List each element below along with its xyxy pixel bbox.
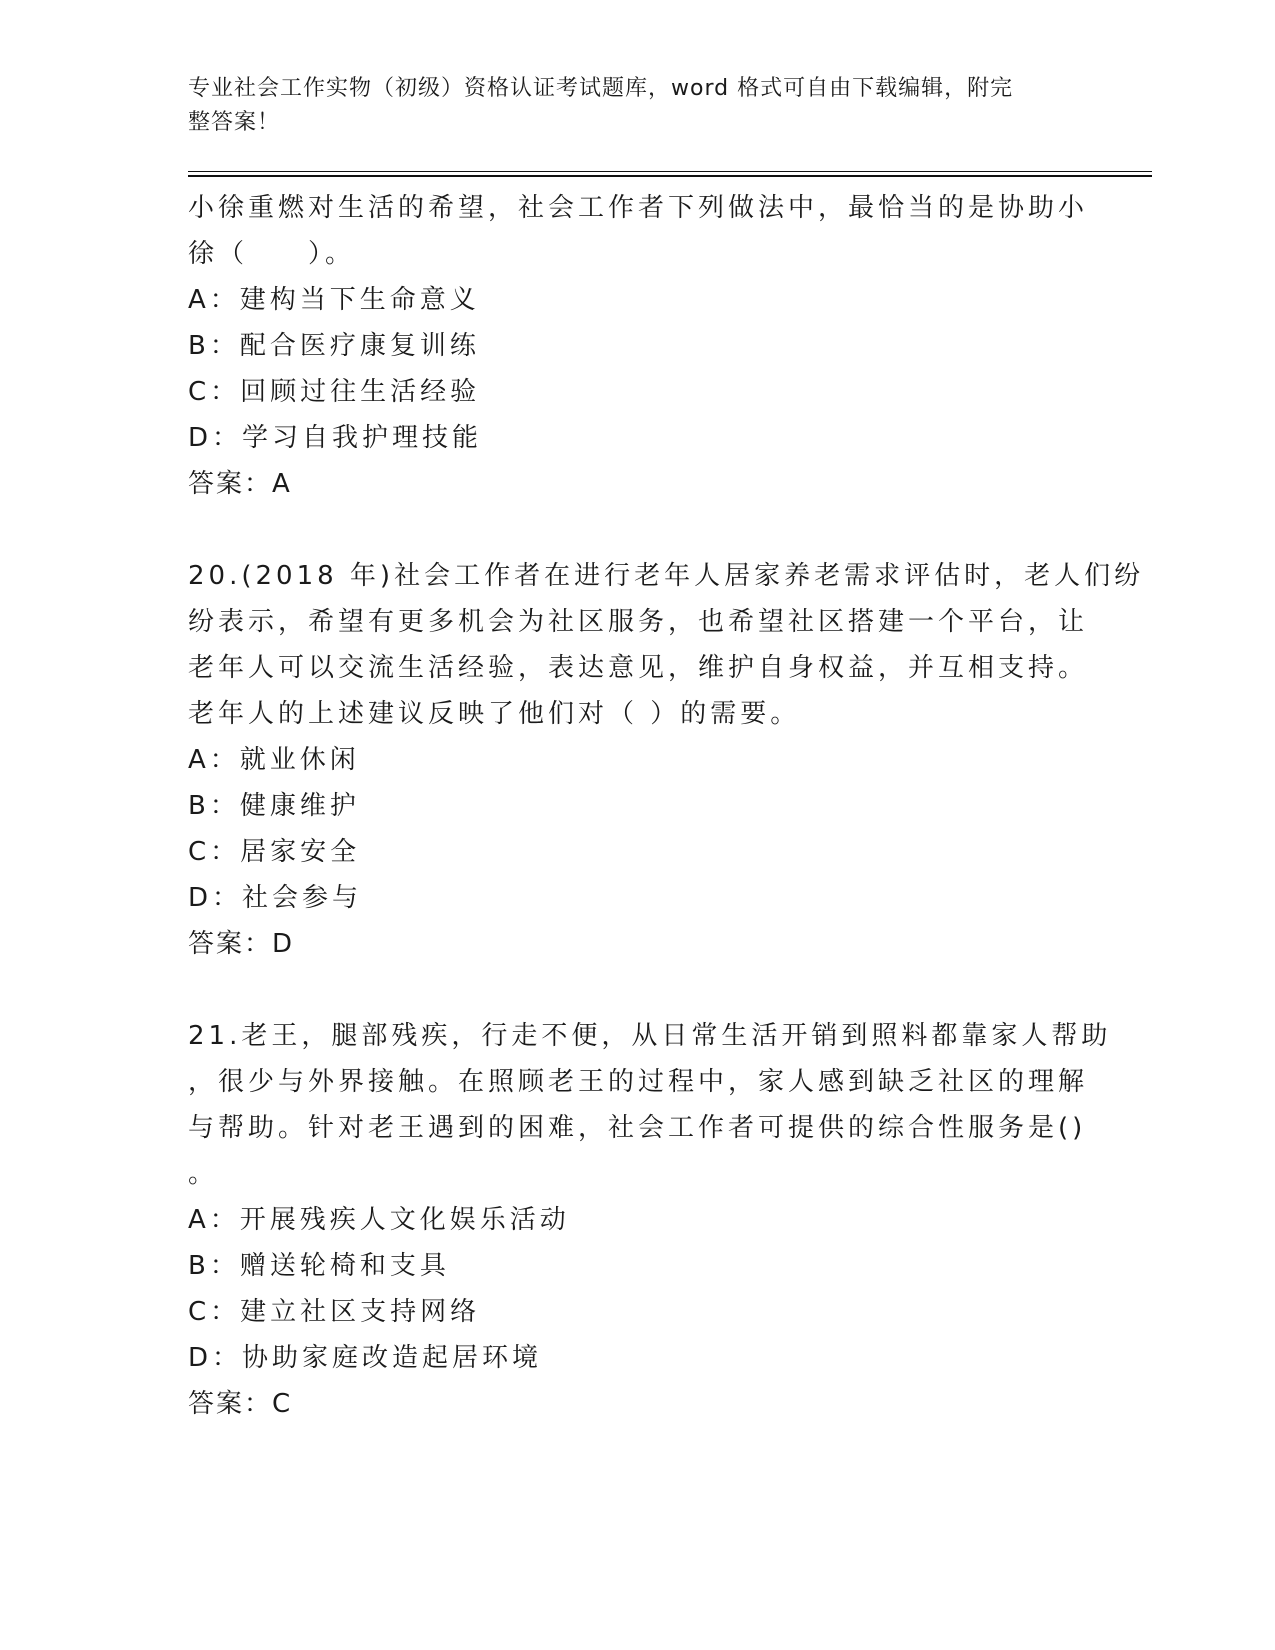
- header-line-2: 整答案！: [188, 110, 281, 135]
- header-rule-bottom: [188, 175, 1152, 177]
- question-stem: 21.老王，腿部残疾，行走不便，从日常生活开销到照料都靠家人帮助: [188, 1021, 1112, 1051]
- option-b: B：配合医疗康复训练: [188, 331, 480, 361]
- option-a: A：开展残疾人文化娱乐活动: [188, 1205, 570, 1235]
- option-d: D：学习自我护理技能: [188, 423, 483, 453]
- option-b: B：赠送轮椅和支具: [188, 1251, 450, 1281]
- option-a: A：就业休闲: [188, 745, 360, 775]
- option-a: A：建构当下生命意义: [188, 285, 480, 315]
- answer-text: 答案：C: [188, 1389, 293, 1419]
- question-19: [188, 185, 1088, 507]
- option-b: B：健康维护: [188, 791, 360, 821]
- question-stem: 老年人可以交流生活经验，表达意见，维护自身权益，并互相支持。: [188, 653, 1089, 683]
- option-d: D：社会参与: [188, 883, 363, 913]
- question-stem: 徐（ ）。: [188, 239, 356, 269]
- header-rule-top: [188, 171, 1152, 172]
- answer-text: 答案：A: [188, 469, 292, 499]
- question-list: [188, 185, 1145, 1427]
- question-stem: 小徐重燃对生活的希望，社会工作者下列做法中，最恰当的是协助小: [188, 193, 1089, 223]
- spacer: [188, 507, 1088, 553]
- question-stem: 。: [188, 1159, 219, 1189]
- question-stem: 纷表示，希望有更多机会为社区服务，也希望社区搭建一个平台，让: [188, 607, 1089, 637]
- page-header: [188, 72, 1068, 140]
- question-stem: 20.(2018 年)社会工作者在进行老年人居家养老需求评估时，老人们纷: [188, 561, 1145, 591]
- spacer: [188, 967, 1088, 1013]
- header-line-1: 专业社会工作实物（初级）资格认证考试题库，word 格式可自由下载编辑，附完: [188, 76, 1014, 101]
- option-d: D：协助家庭改造起居环境: [188, 1343, 543, 1373]
- option-c: C：建立社区支持网络: [188, 1297, 481, 1327]
- question-stem: 老年人的上述建议反映了他们对（ ）的需要。: [188, 699, 801, 729]
- option-c: C：回顾过往生活经验: [188, 377, 481, 407]
- question-stem: 与帮助。针对老王遇到的困难，社会工作者可提供的综合性服务是(): [188, 1113, 1087, 1143]
- option-c: C：居家安全: [188, 837, 361, 867]
- question-20: [188, 553, 1145, 967]
- answer-text: 答案：D: [188, 929, 295, 959]
- question-stem: ，很少与外界接触。在照顾老王的过程中，家人感到缺乏社区的理解: [188, 1067, 1089, 1097]
- question-21: [188, 1013, 1112, 1427]
